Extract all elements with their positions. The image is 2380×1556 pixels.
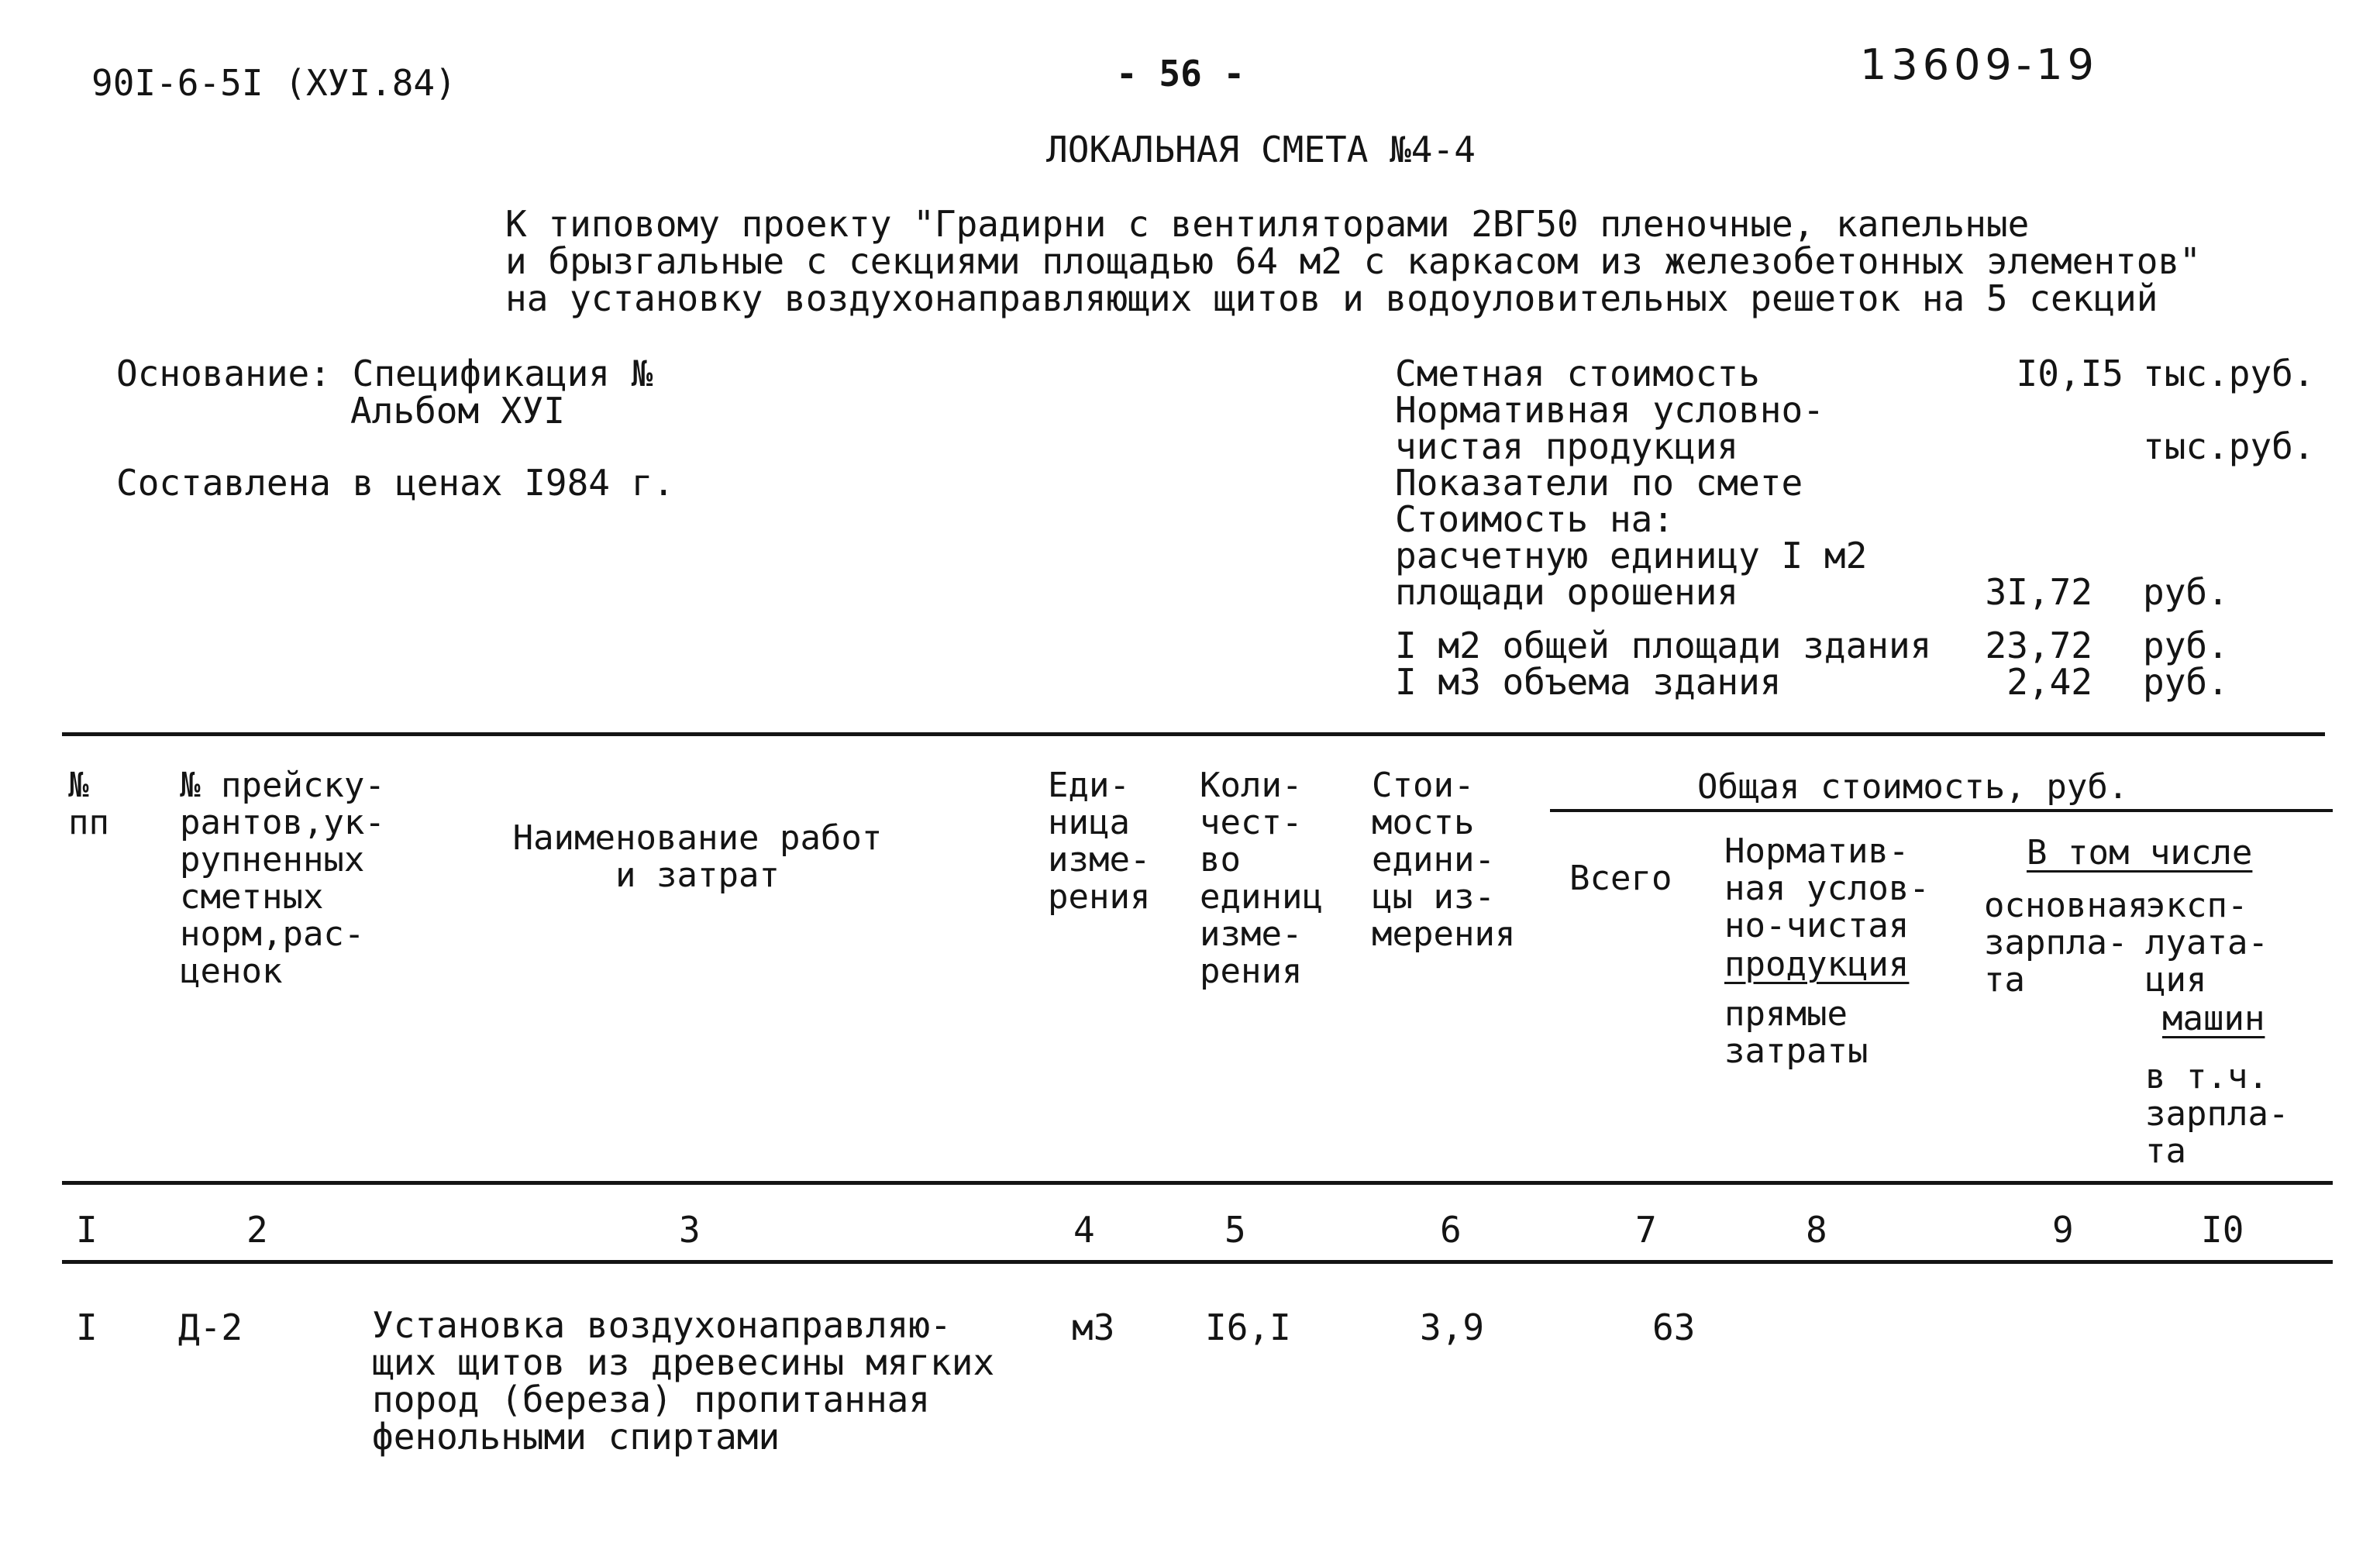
unit-label-2: площади орошения	[1395, 571, 1739, 613]
row-code: Д-2	[178, 1306, 243, 1348]
column-number: 2	[246, 1209, 268, 1251]
header-base-salary: основная зарпла- та	[1984, 886, 2148, 1000]
header-incl-salary: в т.ч. зарпла- та	[2145, 1057, 2289, 1171]
row-unit-cost: 3,9	[1420, 1306, 1485, 1348]
column-number: 8	[1806, 1209, 1827, 1251]
column-number: I	[76, 1209, 98, 1251]
unit-label-1: расчетную единицу I м2	[1395, 535, 1868, 577]
estimated-cost-label: Сметная стоимость	[1395, 353, 1760, 394]
column-number: 9	[2052, 1209, 2074, 1251]
page-number: - 56 -	[1116, 53, 1245, 95]
estimated-cost-value: I0,I5	[2016, 353, 2123, 394]
project-line-1: К типовому проекту "Градирни с вентиляторами 2ВГ50 пленочные, капельные	[505, 203, 2030, 245]
column-number: 6	[1440, 1209, 1462, 1251]
area-label: I м2 общей площади здания	[1395, 625, 1932, 666]
row-quantity: I6,I	[1205, 1306, 1291, 1348]
row-number: I	[76, 1306, 98, 1348]
indicators-label: Показатели по смете	[1395, 462, 1803, 504]
area-unit: руб.	[2143, 625, 2229, 666]
header-unit: Еди- ница изме- рения	[1048, 766, 1151, 917]
volume-unit: руб.	[2143, 661, 2229, 703]
column-number: 5	[1224, 1209, 1246, 1251]
row-total: 63	[1652, 1306, 1696, 1348]
column-number: 4	[1073, 1209, 1095, 1251]
basis-spec: Основание: Спецификация №	[116, 353, 653, 394]
header-normative-product: продукция	[1724, 945, 1910, 984]
normative-label-2: чистая продукция	[1395, 425, 1739, 467]
normative-unit: тыс.руб.	[2143, 425, 2315, 467]
project-line-2: и брызгальные с секциями площадью 64 м2 с каркасом из железобетонных элементов"	[505, 240, 2201, 282]
header-group-rule	[1550, 809, 2333, 812]
volume-value: 2,42	[2006, 661, 2092, 703]
row-work-name: Установка воздухонаправляю- щих щитов из древесины мягких пород (береза) пропитанная фенольными спиртами	[372, 1304, 995, 1458]
header-bottom-rule	[62, 1181, 2333, 1185]
volume-label: I м3 объема здания	[1395, 661, 1782, 703]
cost-per-label: Стоимость на:	[1395, 498, 1675, 540]
column-number: 7	[1635, 1209, 1657, 1251]
header-machines: машин	[2162, 999, 2265, 1038]
header-total: Всего	[1569, 859, 1672, 898]
row-unit: м3	[1072, 1306, 1115, 1348]
header-direct-costs: прямые затраты	[1724, 994, 1869, 1071]
header-quantity: Коли- чест- во единиц изме- рения	[1200, 766, 1323, 991]
header-pricelist-code: № прейску- рантов,ук- рупненных сметных норм,рас- ценок	[180, 766, 385, 991]
column-numbers-rule	[62, 1260, 2333, 1264]
document-code: 90I-6-5I (XУI.84)	[91, 62, 456, 104]
normative-label-1: Нормативная условно-	[1395, 389, 1824, 431]
column-number: 3	[679, 1209, 701, 1251]
header-including: В том числе	[2027, 833, 2253, 873]
project-line-3: на установку воздухонаправляющих щитов и водоуловительных решеток на 5 секций	[505, 277, 2158, 319]
column-number: I0	[2201, 1209, 2244, 1251]
header-total-cost-group: Общая стоимость, руб.	[1697, 767, 2129, 807]
estimated-cost-unit: тыс.руб.	[2143, 353, 2315, 394]
header-machine-operation: эксп- луата- ция	[2145, 886, 2268, 1000]
basis-album: Альбом XУI	[350, 390, 565, 432]
unit-unit: руб.	[2143, 571, 2229, 613]
area-value: 23,72	[1985, 625, 2092, 666]
handwritten-code: 13609-19	[1860, 40, 2099, 89]
page-title: ЛОКАЛЬНАЯ СМЕТА №4-4	[1046, 129, 1476, 170]
basis-prices: Составлена в ценах I984 г.	[116, 462, 675, 504]
unit-value: 3I,72	[1985, 571, 2092, 613]
header-unit-cost: Стои- мость едини- цы из- мерения	[1372, 766, 1516, 954]
header-normative: Норматив- ная услов- но-чистая	[1724, 831, 1930, 945]
header-work-name: Наименование работ и затрат	[512, 818, 883, 895]
table-top-rule	[62, 732, 2325, 736]
header-row-number: № пп	[68, 766, 109, 842]
